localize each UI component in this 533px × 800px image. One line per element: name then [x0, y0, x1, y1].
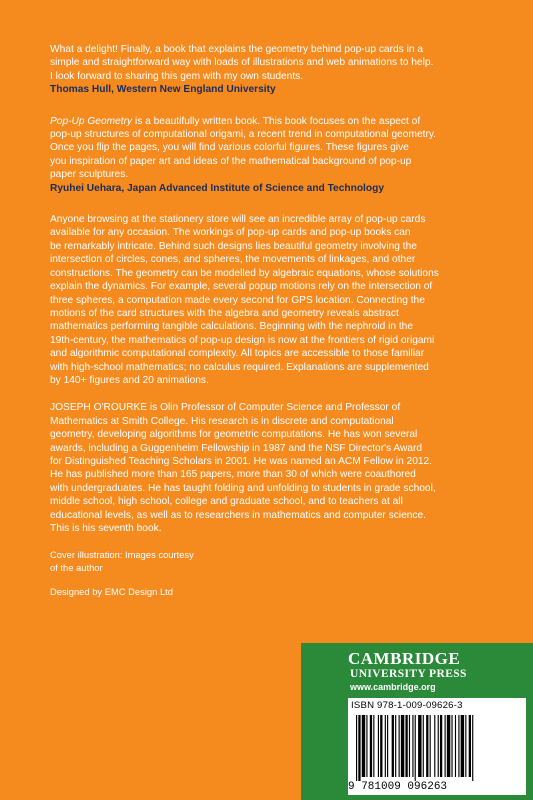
review-hull	[50, 43, 490, 97]
barcode-bar	[430, 715, 431, 777]
barcode-bar	[455, 715, 456, 777]
barcode-bar	[412, 715, 413, 777]
barcode-bar	[366, 715, 367, 777]
barcode-digits: 9 781009 096263	[348, 781, 448, 793]
barcode-bar	[451, 715, 452, 777]
back-cover-text	[50, 43, 490, 599]
barcode-bar	[440, 715, 442, 777]
barcode-bar	[458, 715, 459, 777]
book-title: Pop-Up Geometry	[50, 115, 133, 127]
barcode-bar	[472, 715, 473, 781]
review-attribution: Thomas Hull, Western New England University	[50, 84, 276, 96]
barcode-panel	[348, 698, 526, 795]
barcode-bar	[447, 715, 450, 777]
barcode-bar	[469, 715, 471, 777]
barcode-bar	[426, 715, 428, 777]
barcode-bar	[445, 715, 446, 777]
cover-credit: Cover illustration: Images courtesy of the author	[50, 549, 194, 574]
barcode-bar	[370, 715, 372, 777]
book-description: Anyone browsing at the stationery store will see an incredible array of pop-up cards available for any occasion. The workings of pop-up cards and pop-up books can be remarkably intricate. Behind such designs lies beautiful geometry involving the intersection of circles, cones, and spheres, the movements of linkages, and other constructions. The geometry can be modelled by algebraic equations, whose solutions explain the dynamics. For example, several popup motions rely on the intersection of three spheres, a computation made every second for GPS location. Connecting the motions of the card structures with the algebra and geometry reveals abstract mathematics performing tangible calculations. Beginning with the nephroid in the 19th-century, the mathematics of pop-up design is now at the frontiers of rigid origami and algorithmic computational complexity. All topics are accessible to those familiar with high-school mathematics; no calculus required. Explanations are supplemented by 140+ figures and 20 animations.	[50, 214, 439, 386]
publisher-logo	[348, 649, 467, 693]
barcode-bar	[423, 715, 424, 777]
barcode-bar	[401, 715, 404, 777]
barcode-bar	[373, 715, 374, 777]
barcode-bar	[415, 715, 416, 781]
review-attribution: Ryuhei Uehara, Japan Advanced Institute of Science and Technology	[50, 182, 384, 194]
barcode-bar	[378, 715, 379, 777]
publisher-name: CAMBRIDGE	[348, 649, 461, 668]
barcode-bar	[358, 715, 360, 781]
barcode-bar	[461, 715, 464, 777]
barcode-bar	[438, 715, 439, 777]
barcode-bar	[387, 715, 388, 777]
barcode-bar	[418, 715, 421, 777]
publisher-press: UNIVERSITY PRESS	[350, 668, 467, 680]
barcode-bar	[399, 715, 400, 777]
barcode-bar	[409, 715, 410, 777]
review-text: What a delight! Finally, a book that explains the geometry behind pop-up cards in a simple and straightforward way with loads of illustrations and web animations to help. I look forward to sharing this gem with my own students.	[50, 44, 434, 82]
author-bio: JOSEPH O'ROURKE is Olin Professor of Computer Science and Professor of Mathematics at Smith College. His research is in discrete and computational geometry, developing algorithms for geometric computations. He has won several awards, including a Guggenheim Fellowship in 1987 and the NSF Director's Award for Distinguished Teaching Scholars in 2001. He was named an ACM Fellow in 2012. He has published more than 165 papers, more than 30 of which were coauthored with undergraduates. He has taught folding and unfolding to students in grade school, middle school, high school, college and graduate school, and to teachers at all educational levels, as well as to researchers in mathematics and computer science. This is his seventh book.	[50, 402, 436, 534]
barcode-bar	[395, 715, 396, 777]
barcode-bar	[392, 715, 394, 777]
barcode-icon	[356, 715, 522, 781]
review-uehara	[50, 115, 490, 195]
barcode-bar	[362, 715, 365, 777]
review-text: Pop-Up Geometry is a beautifully written book. This book focuses on the aspect of pop-up structures of computational origami, a recent trend in computational geometry. Once you flip the pages, you will find various colorful figures. These figures give you inspiration of paper art and ideas of the mathematical background of pop-up paper sculptures.	[50, 115, 437, 181]
barcode-bar	[405, 715, 407, 777]
designer-credit: Designed by EMC Design Ltd	[50, 586, 173, 597]
barcode-bar	[434, 715, 435, 777]
barcode-bar	[380, 715, 382, 777]
barcode-bar	[465, 715, 466, 777]
publisher-url: www.cambridge.org	[350, 682, 436, 692]
isbn-label: ISBN 978-1-009-09626-3	[351, 700, 463, 711]
barcode-bar	[385, 715, 386, 777]
barcode-bar	[356, 715, 357, 781]
publisher-box	[301, 643, 533, 800]
